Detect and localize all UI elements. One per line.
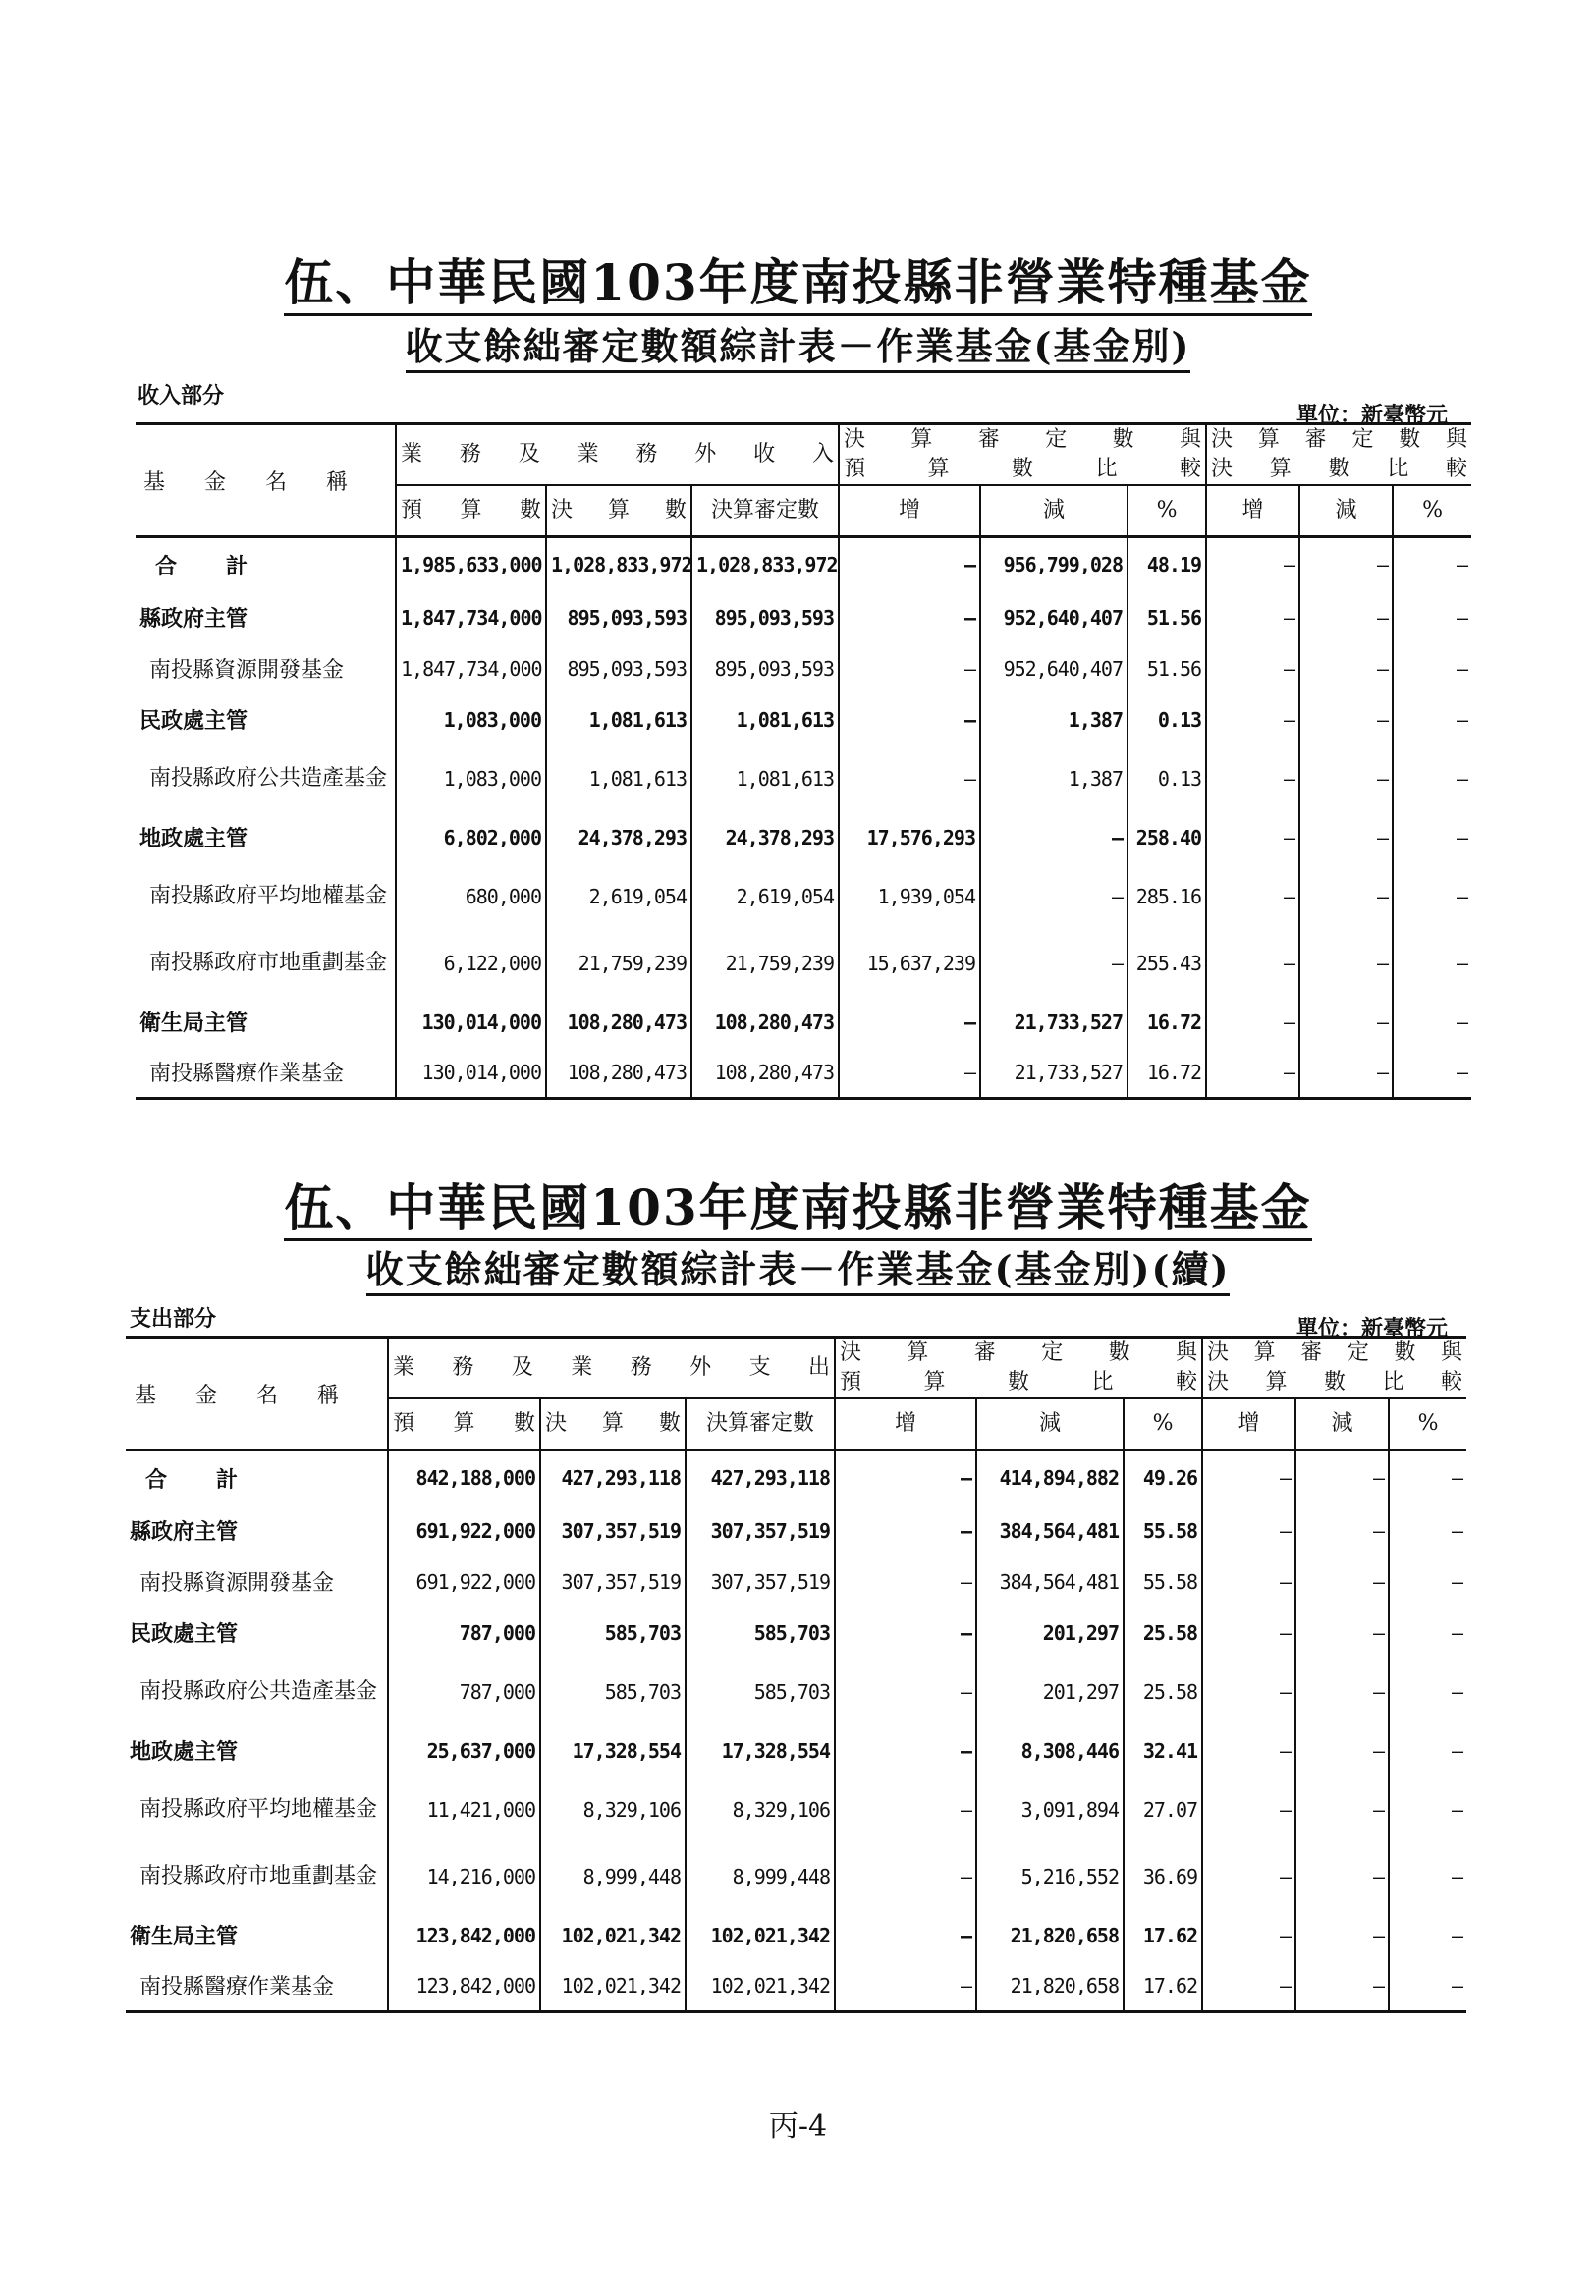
- fund-name-cell: 南投縣政府平均地權基金: [139, 1796, 378, 1822]
- dec-cell: 21,820,658: [976, 1910, 1124, 1961]
- pct-cell: 258.40: [1128, 812, 1206, 863]
- budget-cell: 1,083,000: [396, 694, 546, 745]
- audited-cell: 8,999,448: [686, 1843, 835, 1910]
- pct2-col-header: %: [1389, 1398, 1466, 1450]
- table-row: [136, 863, 1471, 930]
- inc-cell: 15,637,239: [839, 930, 980, 997]
- final-cell: 1,028,833,972: [546, 537, 691, 592]
- budget-cell: 130,014,000: [396, 1048, 546, 1099]
- table-row: [136, 1048, 1471, 1099]
- pct2-cell: [1393, 930, 1471, 997]
- pct-cell: 51.56: [1128, 643, 1206, 694]
- final-cell: 108,280,473: [546, 1048, 691, 1099]
- final-cell: 427,293,118: [540, 1450, 686, 1505]
- final-cell: 102,021,342: [540, 1961, 686, 2012]
- final-cell: 1,081,613: [546, 694, 691, 745]
- audited-cell: 102,021,342: [686, 1910, 835, 1961]
- inc2-cell: [1206, 592, 1299, 643]
- expense-part-label: 支出部分: [130, 1306, 217, 1332]
- fund-name-cell: 合計: [145, 1466, 288, 1493]
- fund-name-cell: 衛生局主管: [139, 1011, 248, 1036]
- audited-cell: 8,329,106: [686, 1777, 835, 1843]
- dec2-cell: [1295, 1608, 1389, 1659]
- table-row: [126, 1961, 1466, 2012]
- inc-cell: [839, 694, 980, 745]
- dec2-cell: [1295, 1961, 1389, 2012]
- budget-cell: 787,000: [388, 1608, 540, 1659]
- pct2-cell: [1389, 1557, 1466, 1608]
- dec2-cell: [1299, 592, 1393, 643]
- final-cell: 585,703: [540, 1608, 686, 1659]
- fund-name-cell: 縣政府主管: [130, 1519, 239, 1545]
- dec-cell: 956,799,028: [980, 537, 1128, 592]
- dec-cell: [980, 812, 1128, 863]
- page-number: 丙-4: [768, 2109, 828, 2144]
- audited-cell: 585,703: [686, 1608, 835, 1659]
- dec2-cell: [1295, 1450, 1389, 1505]
- inc2-cell: [1202, 1777, 1295, 1843]
- inc-cell: 17,576,293: [839, 812, 980, 863]
- budget-col-header: 預算數: [396, 485, 546, 537]
- dec2-cell: [1299, 997, 1393, 1048]
- inc-cell: 1,939,054: [839, 863, 980, 930]
- table-row: [136, 745, 1471, 812]
- final-cell: 2,619,054: [546, 863, 691, 930]
- expense-table: [126, 1336, 1466, 2013]
- budget-cell: 123,842,000: [388, 1910, 540, 1961]
- inc2-cell: [1206, 1048, 1299, 1099]
- budget-cell: 1,083,000: [396, 745, 546, 812]
- inc-cell: [835, 1505, 976, 1557]
- pct2-cell: [1389, 1659, 1466, 1725]
- dec-cell: [980, 863, 1128, 930]
- pct-cell: 27.07: [1124, 1777, 1202, 1843]
- inc2-cell: [1206, 537, 1299, 592]
- inc2-cell: [1202, 1910, 1295, 1961]
- budget-cell: 787,000: [388, 1659, 540, 1725]
- pct-cell: 16.72: [1128, 997, 1206, 1048]
- inc-cell: [835, 1450, 976, 1505]
- final-cell: 307,357,519: [540, 1505, 686, 1557]
- pct-cell: 49.26: [1124, 1450, 1202, 1505]
- dec2-cell: [1299, 863, 1393, 930]
- dec2-cell: [1299, 1048, 1393, 1099]
- pct2-cell: [1393, 997, 1471, 1048]
- expense-title-line2: 收支餘絀審定數額綜計表－作業基金(基金別)(續): [0, 1239, 1596, 1293]
- pct2-cell: [1393, 1048, 1471, 1099]
- table-row: [136, 930, 1471, 997]
- inc-cell: [839, 592, 980, 643]
- audited-cell: 21,759,239: [691, 930, 839, 997]
- budget-cell: 130,014,000: [396, 997, 546, 1048]
- inc2-cell: [1202, 1725, 1295, 1777]
- audited-cell: 1,081,613: [691, 694, 839, 745]
- inc2-cell: [1202, 1961, 1295, 2012]
- audited-cell: 17,328,554: [686, 1725, 835, 1777]
- fund-name-cell: 民政處主管: [139, 708, 248, 734]
- audited-cell: 108,280,473: [691, 1048, 839, 1099]
- budget-cell: 1,985,633,000: [396, 537, 546, 592]
- fund-name-header: 基金名稱: [126, 1338, 388, 1450]
- dec2-cell: [1299, 694, 1393, 745]
- pct2-cell: [1389, 1450, 1466, 1505]
- inc2-cell: [1206, 643, 1299, 694]
- fund-name-cell: 南投縣政府市地重劃基金: [139, 1863, 378, 1888]
- dec-cell: 21,733,527: [980, 1048, 1128, 1099]
- budget-cell: 842,188,000: [388, 1450, 540, 1505]
- vs-final-group-header: 決算審定數與 決算數比較: [1206, 424, 1471, 486]
- fund-name-cell: 南投縣醫療作業基金: [136, 1048, 396, 1099]
- dec-cell: 952,640,407: [980, 643, 1128, 694]
- inc-cell: [835, 1843, 976, 1910]
- pct2-cell: [1389, 1843, 1466, 1910]
- pct2-cell: [1393, 537, 1471, 592]
- final-col-header: 決算數: [540, 1398, 686, 1450]
- dec-cell: 5,216,552: [976, 1843, 1124, 1910]
- inc-cell: [839, 997, 980, 1048]
- dec2-cell: [1295, 1505, 1389, 1557]
- final-cell: 895,093,593: [546, 643, 691, 694]
- budget-cell: 11,421,000: [388, 1777, 540, 1843]
- dec2-cell: [1299, 537, 1393, 592]
- final-cell: 8,329,106: [540, 1777, 686, 1843]
- pct-cell: 55.58: [1124, 1557, 1202, 1608]
- final-cell: 307,357,519: [540, 1557, 686, 1608]
- fund-name-cell: 民政處主管: [130, 1621, 239, 1647]
- audited-cell: 2,619,054: [691, 863, 839, 930]
- table-row: [126, 1725, 1466, 1777]
- fund-name-cell: 地政處主管: [139, 826, 248, 851]
- table-row: [136, 694, 1471, 745]
- dec2-cell: [1295, 1557, 1389, 1608]
- final-cell: 8,999,448: [540, 1843, 686, 1910]
- audited-cell: 102,021,342: [686, 1961, 835, 2012]
- income-unit-label: 單位：新臺幣元: [1296, 403, 1449, 428]
- inc-cell: [839, 745, 980, 812]
- fund-name-cell: 合計: [155, 553, 298, 579]
- dec-cell: 3,091,894: [976, 1777, 1124, 1843]
- budget-cell: 6,122,000: [396, 930, 546, 997]
- budget-cell: 1,847,734,000: [396, 592, 546, 643]
- final-cell: 24,378,293: [546, 812, 691, 863]
- fund-name-cell: 南投縣醫療作業基金: [126, 1961, 388, 2012]
- pct-cell: 32.41: [1124, 1725, 1202, 1777]
- audited-cell: 427,293,118: [686, 1450, 835, 1505]
- inc2-cell: [1206, 863, 1299, 930]
- audited-cell: 585,703: [686, 1659, 835, 1725]
- fund-name-cell: 南投縣政府市地重劃基金: [149, 950, 388, 975]
- table-row: [126, 1450, 1466, 1505]
- budget-cell: 1,847,734,000: [396, 643, 546, 694]
- inc-cell: [835, 1659, 976, 1725]
- inc2-cell: [1206, 812, 1299, 863]
- inc-cell: [835, 1608, 976, 1659]
- audited-cell: 1,028,833,972: [691, 537, 839, 592]
- inc2-cell: [1202, 1608, 1295, 1659]
- budget-cell: 691,922,000: [388, 1557, 540, 1608]
- pct2-cell: [1393, 812, 1471, 863]
- pct-cell: 17.62: [1124, 1910, 1202, 1961]
- final-col-header: 決算數: [546, 485, 691, 537]
- pct2-cell: [1393, 863, 1471, 930]
- pct-cell: 25.58: [1124, 1659, 1202, 1725]
- inc-cell: [835, 1725, 976, 1777]
- budget-cell: 680,000: [396, 863, 546, 930]
- revenue-group-header: 業務及業務外收入: [396, 424, 839, 486]
- inc2-col-header: 增: [1202, 1398, 1295, 1450]
- pct2-cell: [1389, 1961, 1466, 2012]
- audited-col-header: 決算審定數: [686, 1398, 835, 1450]
- table-row: [136, 812, 1471, 863]
- table-row: [126, 1505, 1466, 1557]
- dec-cell: 21,733,527: [980, 997, 1128, 1048]
- income-table: [136, 422, 1471, 1100]
- pct-cell: 51.56: [1128, 592, 1206, 643]
- fund-name-cell: 南投縣政府平均地權基金: [149, 883, 388, 908]
- inc-cell: [839, 643, 980, 694]
- dec2-cell: [1299, 812, 1393, 863]
- dec2-cell: [1295, 1777, 1389, 1843]
- expenditure-group-header: 業務及業務外支出: [388, 1338, 835, 1399]
- inc2-col-header: 增: [1206, 485, 1299, 537]
- dec2-cell: [1295, 1910, 1389, 1961]
- inc-cell: [839, 537, 980, 592]
- table-row: [136, 592, 1471, 643]
- fund-name-cell: 衛生局主管: [130, 1924, 239, 1949]
- pct2-col-header: %: [1393, 485, 1471, 537]
- dec-cell: 1,387: [980, 694, 1128, 745]
- income-title-line1: 伍、中華民國103年度南投縣非營業特種基金: [0, 244, 1596, 314]
- dec-col-header: 減: [976, 1398, 1124, 1450]
- budget-cell: 691,922,000: [388, 1505, 540, 1557]
- pct-cell: 0.13: [1128, 745, 1206, 812]
- inc-cell: [835, 1910, 976, 1961]
- audited-cell: 307,357,519: [686, 1505, 835, 1557]
- pct2-cell: [1389, 1910, 1466, 1961]
- table-row: [126, 1557, 1466, 1608]
- audited-cell: 895,093,593: [691, 592, 839, 643]
- budget-cell: 6,802,000: [396, 812, 546, 863]
- fund-name-cell: 南投縣資源開發基金: [139, 1571, 335, 1596]
- final-cell: 895,093,593: [546, 592, 691, 643]
- pct2-cell: [1393, 592, 1471, 643]
- pct-col-header: %: [1124, 1398, 1202, 1450]
- final-cell: 102,021,342: [540, 1910, 686, 1961]
- pct-cell: 255.43: [1128, 930, 1206, 997]
- dec-cell: 8,308,446: [976, 1725, 1124, 1777]
- table-row: [136, 537, 1471, 592]
- audited-cell: 307,357,519: [686, 1557, 835, 1608]
- pct2-cell: [1393, 643, 1471, 694]
- dec2-cell: [1299, 643, 1393, 694]
- inc2-cell: [1206, 745, 1299, 812]
- inc2-cell: [1206, 930, 1299, 997]
- budget-col-header: 預算數: [388, 1398, 540, 1450]
- pct2-cell: [1389, 1505, 1466, 1557]
- inc-col-header: 增: [839, 485, 980, 537]
- dec-cell: [980, 930, 1128, 997]
- pct2-cell: [1389, 1608, 1466, 1659]
- vs-budget-group-header: 決算審定數與 預算數比較: [839, 424, 1206, 486]
- vs-final-group-header: 決算審定數與 決算數比較: [1202, 1338, 1466, 1399]
- fund-name-header: 基金名稱: [136, 424, 396, 537]
- inc2-cell: [1202, 1450, 1295, 1505]
- expense-unit-label: 單位：新臺幣元: [1296, 1316, 1449, 1341]
- pct-cell: 36.69: [1124, 1843, 1202, 1910]
- pct-cell: 55.58: [1124, 1505, 1202, 1557]
- dec2-col-header: 減: [1295, 1398, 1389, 1450]
- final-cell: 17,328,554: [540, 1725, 686, 1777]
- table-row: [136, 997, 1471, 1048]
- table-row: [126, 1659, 1466, 1725]
- fund-name-cell: 南投縣政府公共造產基金: [139, 1678, 378, 1704]
- inc-cell: [835, 1777, 976, 1843]
- inc-col-header: 增: [835, 1398, 976, 1450]
- dec-cell: 201,297: [976, 1659, 1124, 1725]
- pct-cell: 0.13: [1128, 694, 1206, 745]
- income-part-label: 收入部分: [138, 383, 225, 409]
- pct-cell: 17.62: [1124, 1961, 1202, 2012]
- final-cell: 585,703: [540, 1659, 686, 1725]
- dec2-cell: [1299, 930, 1393, 997]
- audited-cell: 895,093,593: [691, 643, 839, 694]
- inc2-cell: [1202, 1505, 1295, 1557]
- audited-col-header: 決算審定數: [691, 485, 839, 537]
- table-row: [126, 1910, 1466, 1961]
- inc2-cell: [1206, 997, 1299, 1048]
- expense-title-line1: 伍、中華民國103年度南投縣非營業特種基金: [0, 1169, 1596, 1239]
- dec2-cell: [1299, 745, 1393, 812]
- table-row: [126, 1843, 1466, 1910]
- fund-name-cell: 地政處主管: [130, 1739, 239, 1765]
- pct2-cell: [1389, 1777, 1466, 1843]
- inc2-cell: [1202, 1659, 1295, 1725]
- dec-cell: 21,820,658: [976, 1961, 1124, 2012]
- pct-col-header: %: [1128, 485, 1206, 537]
- table-row: [136, 643, 1471, 694]
- pct-cell: 16.72: [1128, 1048, 1206, 1099]
- dec2-cell: [1295, 1843, 1389, 1910]
- pct2-cell: [1393, 745, 1471, 812]
- budget-cell: 14,216,000: [388, 1843, 540, 1910]
- dec2-cell: [1295, 1659, 1389, 1725]
- inc2-cell: [1202, 1557, 1295, 1608]
- dec-cell: 384,564,481: [976, 1505, 1124, 1557]
- dec-col-header: 減: [980, 485, 1128, 537]
- audited-cell: 24,378,293: [691, 812, 839, 863]
- budget-cell: 123,842,000: [388, 1961, 540, 2012]
- fund-name-cell: 南投縣政府公共造產基金: [149, 765, 388, 791]
- budget-cell: 25,637,000: [388, 1725, 540, 1777]
- final-cell: 21,759,239: [546, 930, 691, 997]
- final-cell: 108,280,473: [546, 997, 691, 1048]
- dec-cell: 1,387: [980, 745, 1128, 812]
- inc-cell: [835, 1961, 976, 2012]
- dec-cell: 952,640,407: [980, 592, 1128, 643]
- inc-cell: [839, 1048, 980, 1099]
- table-row: [126, 1608, 1466, 1659]
- pct2-cell: [1393, 694, 1471, 745]
- table-row: [126, 1777, 1466, 1843]
- dec2-cell: [1295, 1725, 1389, 1777]
- vs-budget-group-header: 決算審定數與 預算數比較: [835, 1338, 1202, 1399]
- audited-cell: 1,081,613: [691, 745, 839, 812]
- dec-cell: 384,564,481: [976, 1557, 1124, 1608]
- pct2-cell: [1389, 1725, 1466, 1777]
- pct-cell: 285.16: [1128, 863, 1206, 930]
- dec-cell: 414,894,882: [976, 1450, 1124, 1505]
- inc-cell: [835, 1557, 976, 1608]
- final-cell: 1,081,613: [546, 745, 691, 812]
- fund-name-cell: 南投縣資源開發基金: [149, 658, 345, 683]
- income-title-line2: 收支餘絀審定數額綜計表－作業基金(基金別): [0, 316, 1596, 370]
- dec-cell: 201,297: [976, 1608, 1124, 1659]
- pct-cell: 25.58: [1124, 1608, 1202, 1659]
- audited-cell: 108,280,473: [691, 997, 839, 1048]
- pct-cell: 48.19: [1128, 537, 1206, 592]
- inc2-cell: [1202, 1843, 1295, 1910]
- inc2-cell: [1206, 694, 1299, 745]
- fund-name-cell: 縣政府主管: [139, 606, 248, 631]
- dec2-col-header: 減: [1299, 485, 1393, 537]
